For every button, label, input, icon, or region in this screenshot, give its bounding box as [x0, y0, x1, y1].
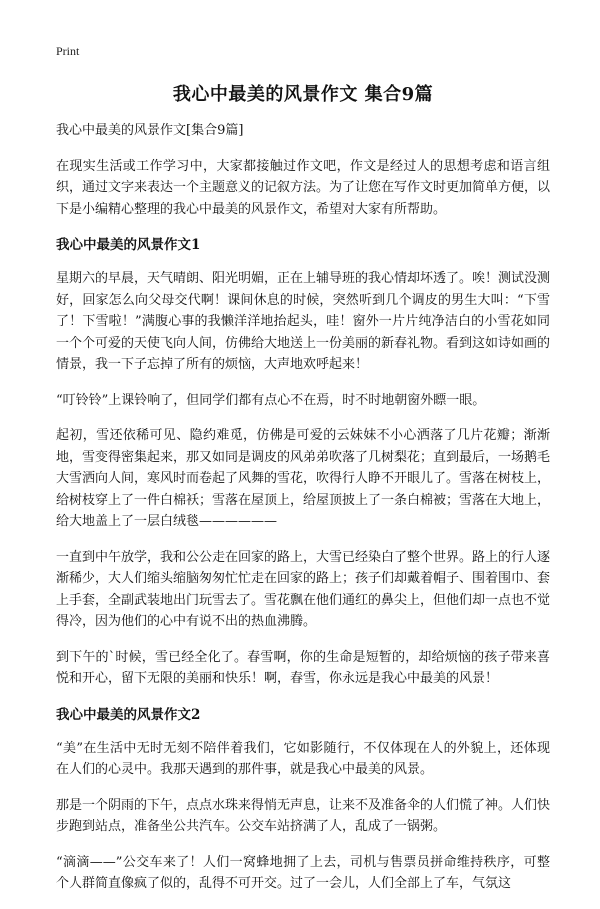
document-subtitle: 我心中最美的风景作文[集合9篇] — [56, 123, 244, 138]
section1-paragraph: 星期六的早晨，天气晴朗、阳光明媚，正在上辅导班的我心情却坏透了。唉！测试没测好，回家怎么向父母交代啊！课间休息的时候，突然听到几个调皮的男生大叫：“下雪了！下雪啦！”满腹心事的我懒洋洋地抬起头，哇！窗外一片片纯净洁白的小雪花如同一个个可爱的天使飞向人间，仿佛给大地送上一份美丽的新春礼物。看到这如诗如画的情景，我一下子忘掉了所有的烦恼，大声地欢呼起来！ — [56, 271, 551, 372]
section1-paragraph: “叮铃铃”上课铃响了，但同学们都有点心不在焉，时不时地朝窗外瞟一眼。 — [56, 392, 486, 408]
section-heading-1: 我心中最美的风景作文1 — [56, 237, 201, 253]
document-body — [56, 120, 550, 909]
section2-paragraph: 那是一个阴雨的下午，点点水珠来得悄无声息，让来不及准备伞的人们慌了神。人们快步跑到站点，准备坐公共汽车。公交车站挤满了人，乱成了一锅粥。 — [56, 797, 551, 834]
section2-paragraph: “美”在生活中无时无刻不陪伴着我们，它如影随行，不仅体现在人的外貌上，还体现在人们的心灵中。我那天遇到的那件事，就是我心中最美的风景。 — [56, 740, 550, 777]
section1-paragraph: 一直到中午放学，我和公公走在回家的路上，大雪已经染白了整个世界。路上的行人逐渐稀少，大人们缩头缩脑匆匆忙忙走在回家的路上；孩子们却戴着帽子、围着围巾、套上手套，全副武装地出门玩雪去了。雪花飘在他们通红的鼻尖上，但他们却一点也不觉得冷，因为他们的心中有说不出的热血沸腾。 — [56, 549, 551, 629]
document-title: 我心中最美的风景作文 集合9篇 — [172, 84, 434, 105]
print-label[interactable]: Print — [56, 44, 80, 58]
section1-paragraph: 到下午的`时候，雪已经全化了。春雪啊，你的生命是短暂的，却给烦恼的孩子带来喜悦和开心，留下无限的美丽和快乐！啊，春雪，你永远是我心中最美的风景！ — [56, 649, 550, 686]
section2-paragraph: “滴滴——”公交车来了！人们一窝蜂地拥了上去，司机与售票员拼命维持秩序，可整个人群简直像疯了似的，乱得不可开交。过了一会儿，人们全部上了车，气氛这 — [56, 854, 550, 891]
section1-paragraph: 起初，雪还依稀可见、隐约难觅，仿佛是可爱的云妹妹不小心洒落了几片花瓣；渐渐地，雪变得密集起来，那又如同是调皮的风弟弟吹落了几树梨花；直到最后，一场鹅毛大雪洒向人间，寒风时而卷起了风舞的雪花，吹得行人睁不开眼儿了。雪落在树枝上，给树枝穿上了一件白棉袄；雪落在屋顶上，给屋顶披上了一条白棉被；雪落在大地上，给大地盖上了一层白绒毯—————— — [56, 428, 551, 529]
section-heading-2: 我心中最美的风景作文2 — [56, 706, 201, 723]
intro-paragraph: 在现实生活或工作学习中，大家都接触过作文吧，作文是经过人的思想考虑和语言组织，通过文字来表达一个主题意义的记叙方法。为了让您在写作文时更加简单方便，以下是小编精心整理的我心中最美的风景作文，希望对大家有所帮助。 — [56, 158, 551, 217]
